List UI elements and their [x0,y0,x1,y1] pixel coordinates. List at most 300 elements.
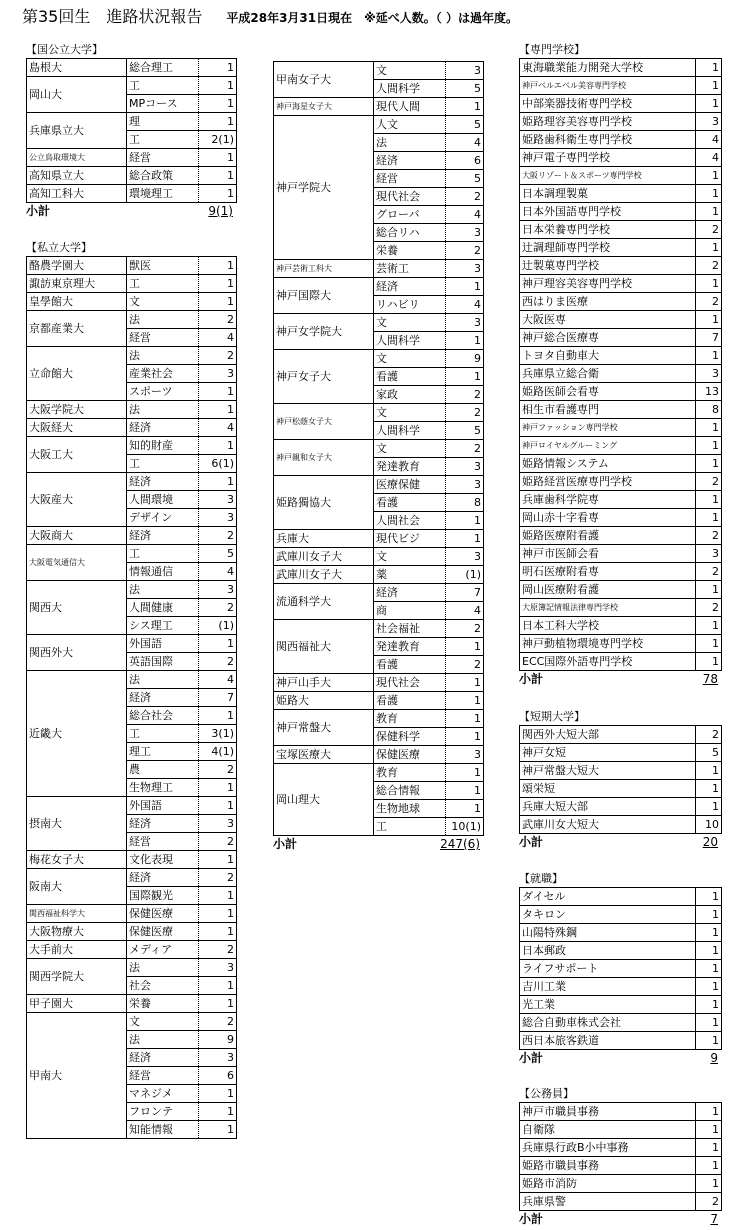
department-name: 生物理工 [127,779,199,797]
table-row [520,617,722,635]
destination-name: 兵庫大短大部 [520,798,696,816]
student-count: 3 [446,548,484,566]
table-row [520,329,722,347]
department-name: 工 [127,77,199,95]
destination-name: 大阪リゾート＆スポーツ専門学校 [520,167,696,185]
student-count: 1 [199,923,237,941]
student-count: 1 [696,77,722,95]
destination-name: 神戸市職員事務 [520,1103,696,1121]
department-name: スポーツ [127,383,199,401]
page-title: 第35回生 進路状況報告 [22,7,203,26]
section-title: 【専門学校】 [519,43,585,56]
student-count: 2 [199,761,237,779]
subtotal-row [519,1211,722,1228]
student-count: 2 [696,726,722,744]
student-count: 1 [696,924,722,942]
destination-name: 山陽特殊鋼 [520,924,696,942]
department-name: 文 [374,350,446,368]
section-private [26,240,237,1139]
subtotal-value: 78 [702,672,718,686]
department-name: 経済 [127,527,199,545]
department-name: 文 [127,1013,199,1031]
department-name: 看護 [374,368,446,386]
table-row [520,491,722,509]
department-name: 薬 [374,566,446,584]
student-count: 1 [199,635,237,653]
school-name: 神戸山手大 [274,674,374,692]
destination-name: 頌栄短 [520,780,696,798]
department-name: 文 [374,548,446,566]
destination-name: ライフサポート [520,960,696,978]
department-name: 人間科学 [374,422,446,440]
department-name: 法 [374,134,446,152]
table-row [27,581,237,599]
department-name: 経済 [127,689,199,707]
table-row [274,530,484,548]
table-row [520,653,722,671]
section-title: 【公務員】 [519,1087,574,1100]
destination-name: 武庫川女大短大 [520,816,696,834]
student-count: 1 [446,512,484,530]
table-row [520,311,722,329]
school-name: 大阪工大 [27,437,127,473]
destination-name: 中部楽器技術専門学校 [520,95,696,113]
table-row [27,419,237,437]
table-row [520,635,722,653]
private-table [26,256,237,1139]
student-count: 7 [446,584,484,602]
department-name: 経済 [127,419,199,437]
table-row [274,278,484,296]
student-count: 1 [446,368,484,386]
student-count: 1 [696,780,722,798]
destination-name: 日本郵政 [520,942,696,960]
department-name: 法 [127,401,199,419]
section-private-continued [273,61,484,853]
table-row [27,437,237,455]
student-count: 2 [696,527,722,545]
student-count: 1 [199,293,237,311]
table-row [520,996,722,1014]
table-row [27,77,237,95]
department-name: 保健医療 [127,905,199,923]
student-count: 5 [199,545,237,563]
subtotal-value: 247(6) [440,837,480,851]
table-row [274,260,484,278]
destination-name: 姫路情報システム [520,455,696,473]
department-name: 経済 [374,152,446,170]
table-row [520,581,722,599]
student-count: 1 [696,203,722,221]
subtotal-value: 7 [710,1212,718,1226]
department-name: 社会 [127,977,199,995]
student-count: 4 [446,296,484,314]
department-name: デザイン [127,509,199,527]
table-row [520,798,722,816]
student-count: 1 [446,332,484,350]
department-name: シス理工 [127,617,199,635]
table-row [27,347,237,365]
subtotal-label: 小計 [519,672,544,686]
table-row [520,455,722,473]
table-row [520,1139,722,1157]
student-count: 1 [199,995,237,1013]
school-name: 武庫川女子大 [274,566,374,584]
department-name: 保健科学 [374,728,446,746]
student-count: 4 [446,206,484,224]
private2-table [273,61,484,836]
school-name: 兵庫県立大 [27,113,127,149]
department-name: 保健医療 [127,923,199,941]
section-employment [519,871,722,1067]
subtotal-row [273,836,484,853]
destination-name: 神戸ファッション専門学校 [520,419,696,437]
student-count: 1 [446,638,484,656]
student-count: 1 [199,851,237,869]
department-name: 経営 [127,833,199,851]
subtotal-row [26,203,237,220]
department-name: 法 [127,1031,199,1049]
student-count: 1 [696,455,722,473]
destination-name: 神戸ベルエベル美容専門学校 [520,77,696,95]
department-name: マネジメ [127,1085,199,1103]
destination-name: 西はりま医療 [520,293,696,311]
department-name: 総合社会 [127,707,199,725]
school-name: 島根大 [27,59,127,77]
department-name: 栄養 [374,242,446,260]
student-count: 1 [446,98,484,116]
department-name: 文 [374,440,446,458]
department-name: 看護 [374,656,446,674]
student-count: 1 [696,960,722,978]
department-name: 保健医療 [374,746,446,764]
department-name: 人間社会 [374,512,446,530]
student-count: 2 [199,941,237,959]
school-name: 神戸女子大 [274,350,374,404]
destination-name: 岡山赤十字看専 [520,509,696,527]
student-count: 1 [696,1121,722,1139]
department-name: 現代ビジ [374,530,446,548]
department-name: 工 [374,818,446,836]
student-count: 1 [199,59,237,77]
department-name: 法 [127,347,199,365]
department-name: フロンテ [127,1103,199,1121]
student-count: 1 [696,1032,722,1050]
destination-name: 神戸動植物環境専門学校 [520,635,696,653]
department-name: 国際観光 [127,887,199,905]
student-count: 1 [696,1014,722,1032]
table-row [520,275,722,293]
student-count: 2(1) [199,131,237,149]
school-name: 神戸学院大 [274,116,374,260]
student-count: 2 [199,833,237,851]
student-count: 10(1) [446,818,484,836]
student-count: 4 [446,602,484,620]
destination-name: 兵庫県警 [520,1193,696,1211]
department-name: 総合政策 [127,167,199,185]
student-count: 1 [446,728,484,746]
table-row [520,203,722,221]
table-row [520,1032,722,1050]
school-name: 皇學館大 [27,293,127,311]
destination-name: 神戸常盤大短大 [520,762,696,780]
destination-name: 西日本旅客鉄道 [520,1032,696,1050]
table-row [520,59,722,77]
table-row [27,527,237,545]
department-name: 経済 [127,869,199,887]
table-row [520,149,722,167]
student-count: 3 [446,62,484,80]
table-row [520,437,722,455]
student-count: 10 [696,816,722,834]
department-name: 発達教育 [374,458,446,476]
student-count: 1 [446,530,484,548]
destination-name: 兵庫歯科学院専 [520,491,696,509]
school-name: 神戸海星女子大 [274,98,374,116]
table-row [520,545,722,563]
department-name: 文 [374,404,446,422]
department-name: 法 [127,671,199,689]
department-name: 発達教育 [374,638,446,656]
section-junior [519,709,722,851]
department-name: 法 [127,959,199,977]
department-name: MPコース [127,95,199,113]
student-count: 1 [199,257,237,275]
section-vocational [519,42,722,688]
student-count: 3 [446,224,484,242]
subtotal-label: 小計 [519,1051,544,1065]
student-count: 1 [696,1175,722,1193]
section-title: 【短期大学】 [519,710,585,723]
school-name: 大阪学院大 [27,401,127,419]
destination-name: 兵庫県行政B小中事務 [520,1139,696,1157]
destination-name: 日本栄養専門学校 [520,221,696,239]
department-name: 法 [127,311,199,329]
school-name: 諏訪東京理大 [27,275,127,293]
student-count: 1 [696,419,722,437]
department-name: 生物地球 [374,800,446,818]
school-name: 関西福祉科学大 [27,905,127,923]
student-count: 3 [446,458,484,476]
student-count: 1 [696,509,722,527]
destination-name: 神戸女短 [520,744,696,762]
subtotal-label: 小計 [273,837,298,851]
table-row [520,95,722,113]
school-name: 立命館大 [27,347,127,401]
student-count: 1 [199,905,237,923]
student-count: 2 [199,311,237,329]
department-name: 経済 [127,1049,199,1067]
student-count: 2 [696,473,722,491]
student-count: 1 [696,906,722,924]
table-row [520,509,722,527]
student-count: 1 [696,491,722,509]
student-count: (1) [199,617,237,635]
student-count: 9 [446,350,484,368]
school-name: 関西福祉大 [274,620,374,674]
department-name: 人間健康 [127,599,199,617]
table-row [27,185,237,203]
school-name: 摂南大 [27,797,127,851]
student-count: 1 [199,1085,237,1103]
destination-name: 日本工科大学校 [520,617,696,635]
department-name: 現代社会 [374,188,446,206]
table-row [520,726,722,744]
school-name: 宝塚医療大 [274,746,374,764]
destination-name: 神戸ロイヤルグルーミング [520,437,696,455]
table-row [520,1175,722,1193]
student-count: 1 [199,167,237,185]
student-count: 2 [446,242,484,260]
student-count: 1 [696,1139,722,1157]
table-row [520,762,722,780]
destination-name: 吉川工業 [520,978,696,996]
student-count: 1 [696,996,722,1014]
section-civil [519,1086,722,1228]
table-row [27,59,237,77]
department-name: 人間環境 [127,491,199,509]
student-count: 4 [696,149,722,167]
department-name: 理 [127,113,199,131]
table-row [520,1121,722,1139]
table-row [27,113,237,131]
destination-name: 辻調理師専門学校 [520,239,696,257]
department-name: 現代人間 [374,98,446,116]
vocational-table [519,58,722,671]
destination-name: タキロン [520,906,696,924]
student-count: 8 [696,401,722,419]
student-count: 3 [199,491,237,509]
destination-name: 姫路経営医療専門学校 [520,473,696,491]
student-count: 1 [199,1103,237,1121]
student-count: 9 [199,1031,237,1049]
table-row [520,167,722,185]
department-name: 文 [374,314,446,332]
table-row [27,473,237,491]
department-name: 知的財産 [127,437,199,455]
student-count: 3 [199,365,237,383]
department-name: 英語国際 [127,653,199,671]
table-row [520,599,722,617]
school-name: 大阪商大 [27,527,127,545]
table-row [520,347,722,365]
student-count: 5 [446,116,484,134]
student-count: 4 [696,131,722,149]
school-name: 近畿大 [27,671,127,797]
table-row [520,816,722,834]
student-count: 1 [696,275,722,293]
student-count: 1 [446,278,484,296]
student-count: 7 [199,689,237,707]
department-name: 工 [127,131,199,149]
table-row [520,1157,722,1175]
table-row [27,797,237,815]
student-count: 1 [199,383,237,401]
school-name: 神戸女学院大 [274,314,374,350]
section-title: 【国公立大学】 [26,43,103,56]
destination-name: 姫路市消防 [520,1175,696,1193]
table-row [520,257,722,275]
school-name: 神戸親和女子大 [274,440,374,476]
destination-name: 神戸理容美容専門学校 [520,275,696,293]
table-row [274,746,484,764]
student-count: 2 [696,599,722,617]
student-count: 2 [696,293,722,311]
table-row [520,978,722,996]
table-row [274,98,484,116]
table-row [520,527,722,545]
student-count: 3 [199,1049,237,1067]
employment-table [519,887,722,1050]
table-row [274,62,484,80]
student-count: 5 [446,170,484,188]
table-row [27,635,237,653]
student-count: 1 [696,888,722,906]
table-row [520,293,722,311]
civil-table [519,1102,722,1211]
student-count: 3 [446,260,484,278]
department-name: メディア [127,941,199,959]
student-count: 1 [696,635,722,653]
student-count: 1 [199,1121,237,1139]
table-row [27,995,237,1013]
table-row [520,365,722,383]
school-name: 大手前大 [27,941,127,959]
section-title: 【私立大学】 [26,241,92,254]
school-name: 甲子園大 [27,995,127,1013]
student-count: 1 [696,798,722,816]
subtotal-label: 小計 [519,1212,544,1226]
department-name: 外国語 [127,635,199,653]
table-row [27,545,237,563]
table-row [27,671,237,689]
table-row [520,473,722,491]
student-count: 3 [199,815,237,833]
table-row [27,1013,237,1031]
student-count: 1 [696,59,722,77]
student-count: 5 [696,744,722,762]
student-count: 4 [199,671,237,689]
department-name: 現代社会 [374,674,446,692]
table-row [27,149,237,167]
destination-name: ダイセル [520,888,696,906]
student-count: 6 [199,1067,237,1085]
school-name: 高知県立大 [27,167,127,185]
table-row [27,959,237,977]
table-row [274,584,484,602]
table-row [274,764,484,782]
student-count: 3 [446,314,484,332]
department-name: 経済 [374,278,446,296]
student-count: 1 [696,347,722,365]
table-row [27,923,237,941]
student-count: 2 [446,404,484,422]
department-name: 法 [127,581,199,599]
destination-name: 相生市看護専門 [520,401,696,419]
table-row [520,185,722,203]
school-name: 大阪経大 [27,419,127,437]
table-row [520,419,722,437]
student-count: 1 [696,167,722,185]
department-name: 経営 [127,1067,199,1085]
subtotal-value: 20 [702,835,718,849]
department-name: 農 [127,761,199,779]
student-count: 2 [696,257,722,275]
department-name: 看護 [374,692,446,710]
table-row [520,906,722,924]
destination-name: 大原簿記情報法律専門学校 [520,599,696,617]
student-count: 4 [446,134,484,152]
